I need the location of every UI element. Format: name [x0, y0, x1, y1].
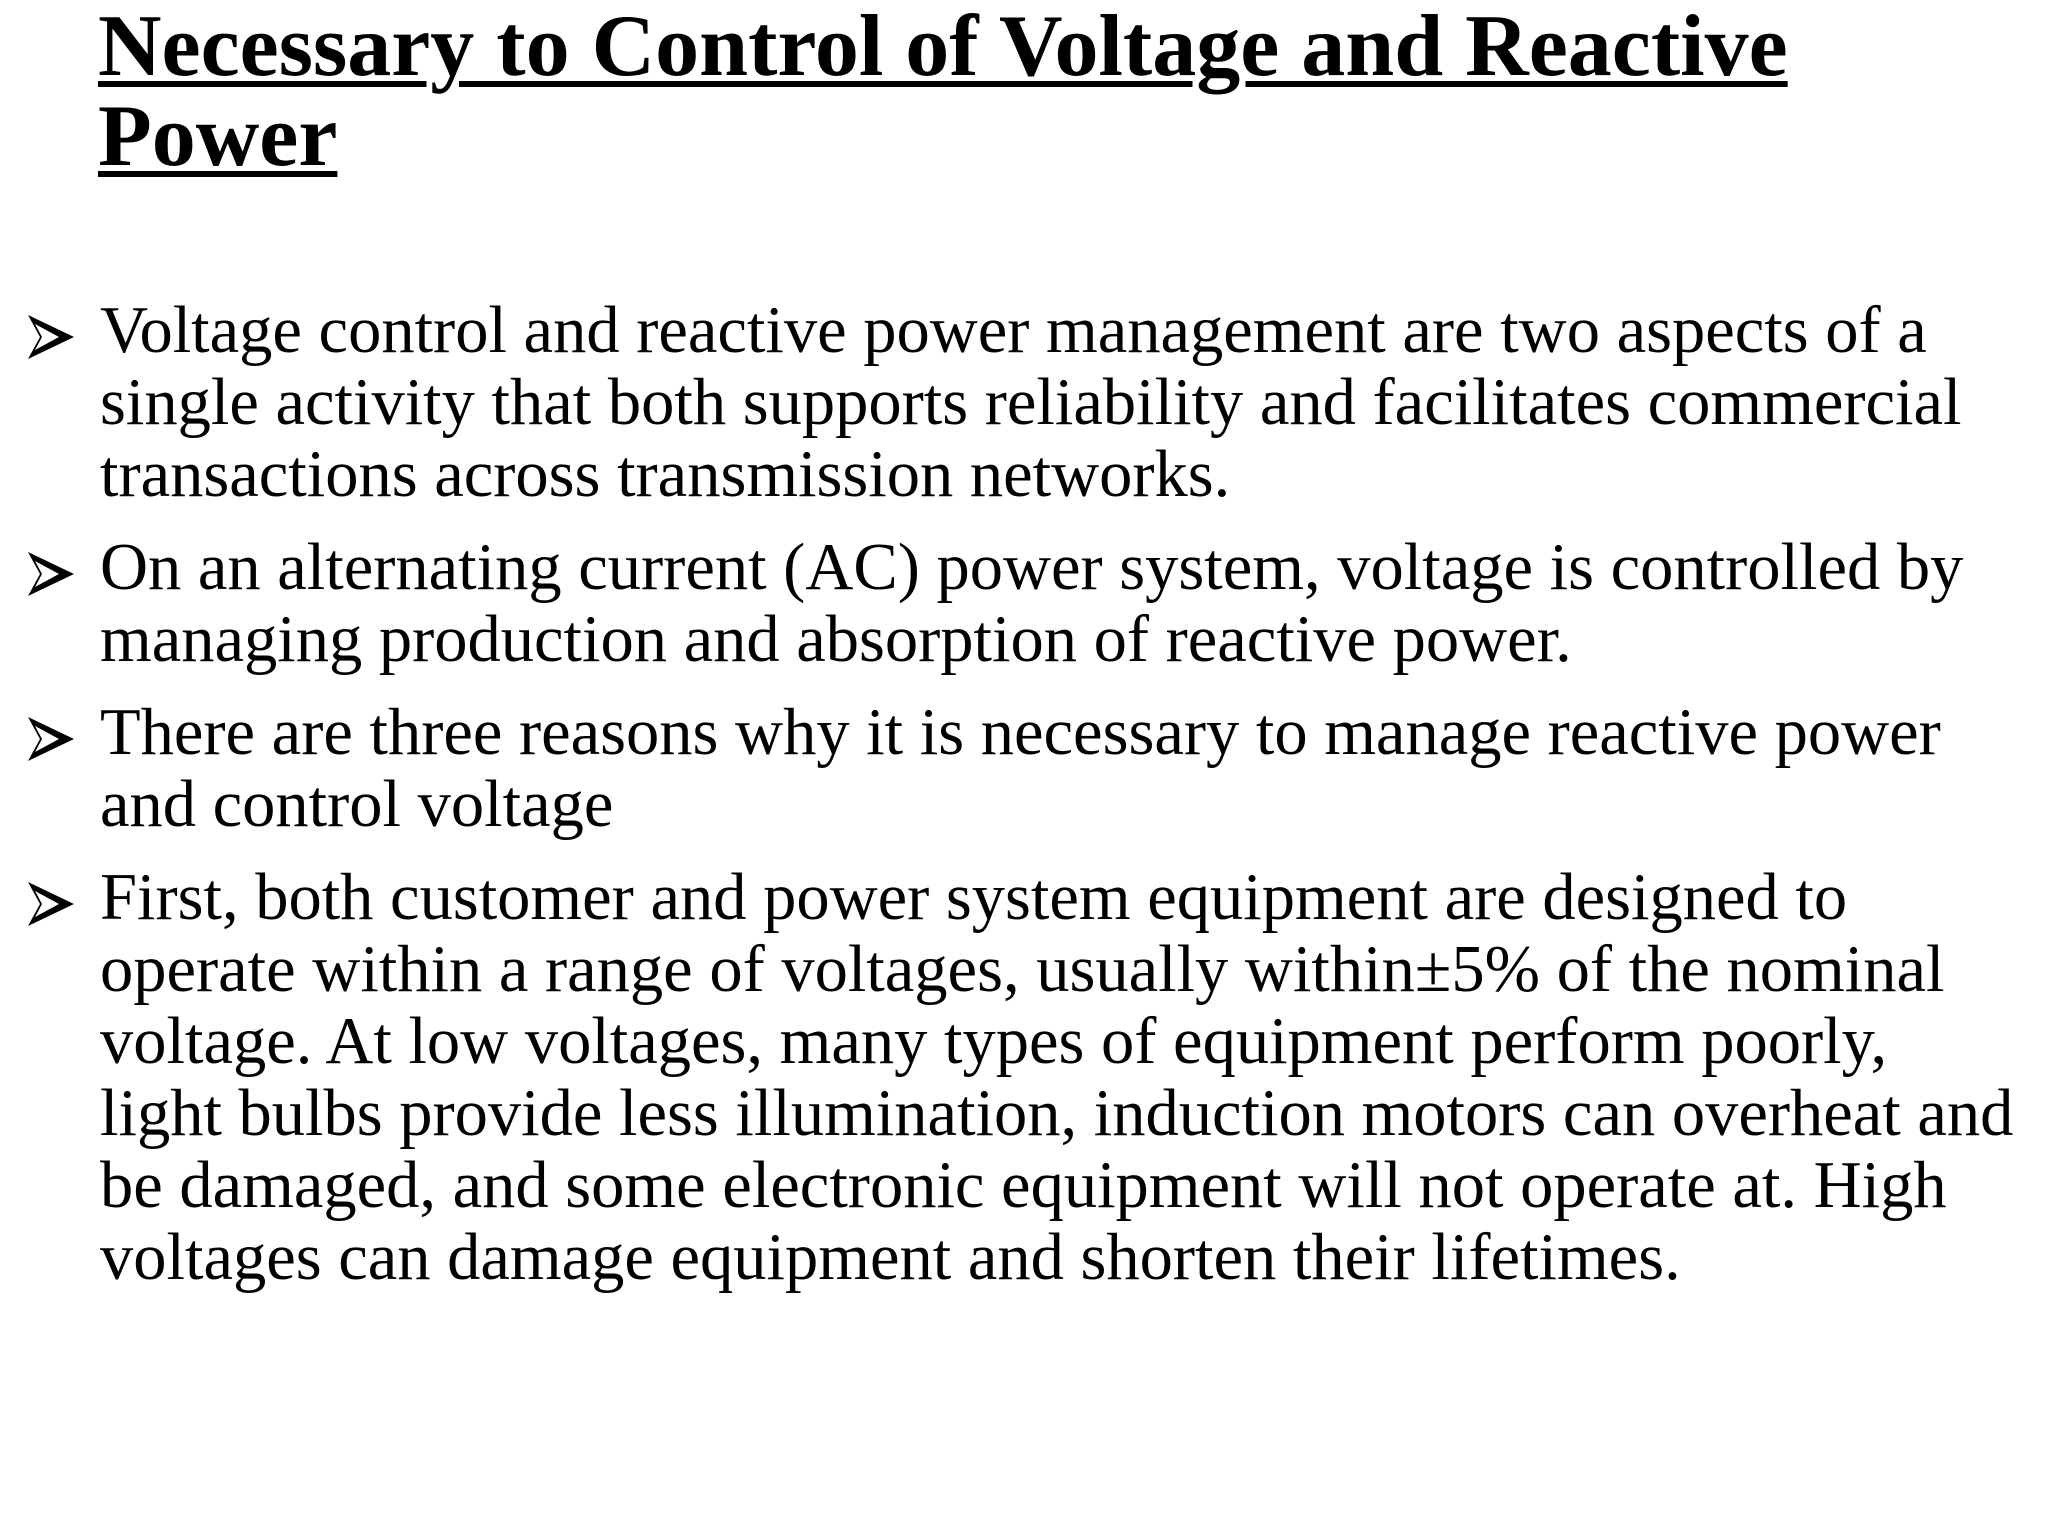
bullet-item-1	[26, 295, 2021, 511]
bullet-text-2: On an alternating current (AC) power system, voltage is controlled by managing production and absorption of reactive power.	[100, 531, 1964, 676]
bullet-list	[26, 295, 2021, 1315]
bullet-item-4	[26, 862, 2021, 1294]
title-line-2: Power	[98, 88, 338, 185]
arrowhead-bullet-icon	[26, 715, 76, 763]
bullet-text-4: First, both customer and power system equipment are designed to operate within a range of voltages, usually within±5% of the nominal voltage. At low voltages, many types of equipment perform poorly, light bulbs provide less illumination, induction motors can overheat and be damaged, and some electronic equipment will not operate at. High voltages can damage equipment and shorten their lifetimes.	[100, 861, 2014, 1294]
slide-title	[70, 0, 1970, 185]
arrowhead-bullet-icon	[26, 880, 76, 928]
title-line-1: Necessary to Control of Voltage and Reactive	[98, 0, 1788, 95]
bullet-item-2	[26, 532, 2021, 676]
arrowhead-bullet-icon	[26, 313, 76, 361]
bullet-item-3	[26, 697, 2021, 841]
bullet-text-1: Voltage control and reactive power management are two aspects of a single activity that both supports reliability and facilitates commercial transactions across transmission networks.	[100, 294, 1962, 511]
arrowhead-bullet-icon	[26, 550, 76, 598]
bullet-text-3: There are three reasons why it is necessary to manage reactive power and control voltage	[100, 696, 1941, 841]
